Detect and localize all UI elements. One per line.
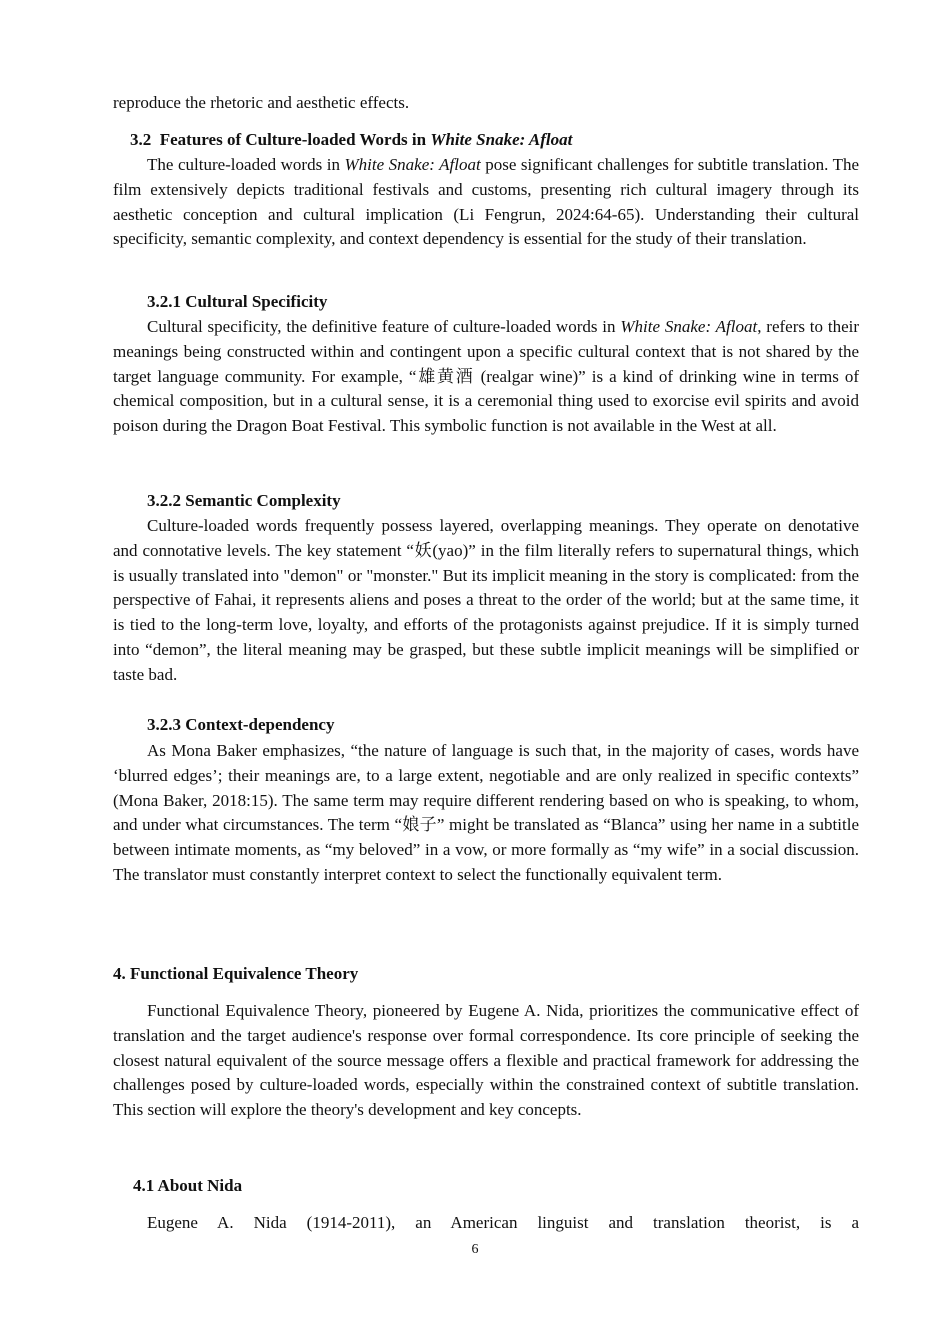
paragraph-text: The culture-loaded words in [147,155,340,174]
section-heading-4-1: 4.1 About Nida [133,1176,243,1195]
paragraph-3-2 [113,153,859,252]
section-heading-3-2-2: 3.2.2 Semantic Complexity [147,491,341,510]
page-number: 6 [471,1242,479,1257]
section-title-italic: White Snake: Afloat [430,130,573,149]
film-title-italic: White Snake: Afloat [620,317,758,336]
section-heading-3-2-3: 3.2.3 Context-dependency [147,715,335,734]
section-heading-3-2 [130,128,572,153]
section-heading-4: 4. Functional Equivalence Theory [113,964,359,983]
section-title: Features of Culture-loaded Words in [159,130,427,149]
section-heading-3-2-1: 3.2.1 Cultural Specificity [147,292,328,311]
paragraph-text: Cultural specificity, the definitive feature of culture-loaded words in [147,317,616,336]
film-title-italic: White Snake: Afloat [344,155,481,174]
paragraph-3-2-2: Culture-loaded words frequently possess layered, overlapping meanings. They operate on denotative and connotative levels. The key statement “妖(yao)” in the film literally refers to supernatural things, which is usually translated into "demon" or "monster." But its implicit meaning in the story is complicated: from the perspective of Fahai, it represents aliens and poses a threat to the order of the world; but at the same time, it is tied to the long-term love, loyalty, and efforts of the protagonists against prejudice. If it is simply turned into “demon”, the literal meaning may be grasped, but these subtle implicit meanings will be simplified or taste bad. [113,516,859,684]
paragraph-3-2-1 [113,315,859,439]
paragraph-3-2-3: As Mona Baker emphasizes, “the nature of language is such that, in the majority of cases, words have ‘blurred edges’; their meanings are, to a large extent, negotiable and are only realized in specific contexts” (Mona Baker, 2018:15). The same term may require different rendering based on who is speaking, to whom, and under what circumstances. The term “娘子” might be translated as “Blanca” using her name in a subtitle between intimate moments, as “my beloved” in a vow, or more formally as “my wife” in a social discussion. The translator must constantly interpret context to select the functionally equivalent term. [113,741,859,884]
paragraph-4: Functional Equivalence Theory, pioneered by Eugene A. Nida, prioritizes the communicative effect of translation and the target audience's response over formal correspondence. Its core principle of seeking the closest natural equivalent of the source message offers a flexible and practical framework for addressing the challenges posed by culture-loaded words, especially within the constrained context of subtitle translation. This section will explore the theory's development and key concepts. [113,1001,859,1120]
paragraph-intro-tail: reproduce the rhetoric and aesthetic effects. [113,93,410,112]
section-number: 3.2 [130,130,152,149]
paragraph-text: pose significant challenges for subtitle translation. The film extensively depicts traditional festivals and customs, presenting rich cultural imagery through its aesthetic conception and cultural implication (Li Fengrun, 2024:64-65). Understanding their cultural specificity, semantic complexity, and context dependency is essential for the study of their translation. [113,155,860,249]
paragraph-4-1: Eugene A. Nida (1914-2011), an American linguist and translation theorist, is a [147,1213,859,1232]
paragraph-text: , refers to their meanings being constructed within and contingent upon a specific cultural context that is not shared by the target language community. For example, “雄黄酒 (realgar wine)” is a kind of drinking wine in terms of chemical composition, but in a cultural sense, it is a ceremonial thing used to exorcise evil spirits and avoid poison during the Dragon Boat Festival. This symbolic function is not available in the West at all. [113,317,860,436]
